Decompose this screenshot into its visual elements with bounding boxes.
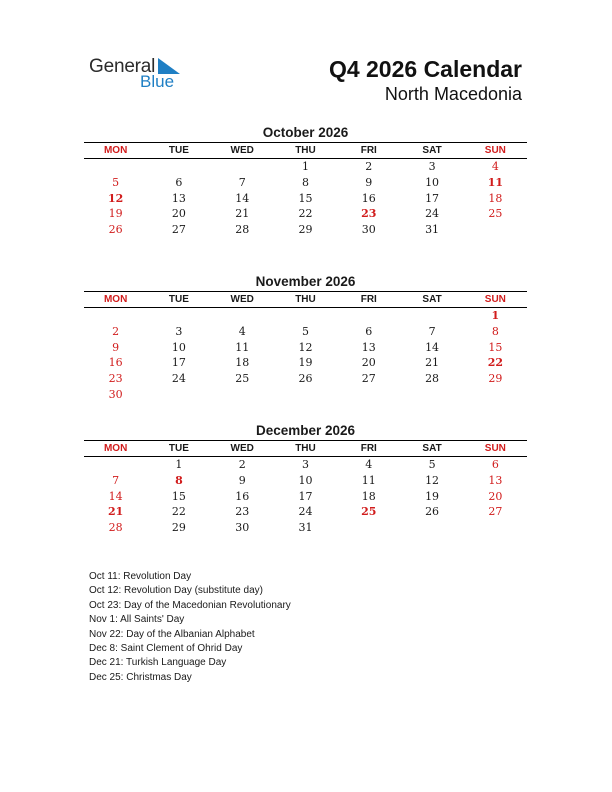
day-cell: 23 — [235, 505, 250, 519]
page-subtitle: North Macedonia — [384, 84, 522, 104]
day-cell: 31 — [298, 521, 313, 535]
month-title: December 2026 — [255, 423, 356, 438]
day-cell: 5 — [112, 175, 120, 189]
day-cell: 24 — [425, 207, 440, 221]
empty-day-cell — [274, 308, 337, 324]
day-cell: 24 — [171, 372, 186, 386]
day-cell: 6 — [175, 175, 183, 189]
day-cell: 6 — [365, 324, 373, 338]
month-november — [84, 273, 527, 403]
day-cell: 5 — [301, 324, 309, 338]
day-cell: 17 — [425, 191, 440, 205]
day-cell: 15 — [298, 191, 313, 205]
holiday-item: Dec 21: Turkish Language Day — [89, 657, 227, 669]
day-cell: 10 — [425, 175, 440, 189]
day-cell: 14 — [108, 489, 123, 503]
weekday-label: WED — [230, 294, 254, 305]
day-cell: 30 — [235, 521, 250, 535]
holiday-item: Nov 22: Day of the Albanian Alphabet — [89, 628, 255, 640]
day-cell: 17 — [171, 356, 186, 370]
weekday-label: FRI — [360, 443, 377, 454]
day-cell: 19 — [108, 207, 123, 221]
empty-day-cell — [84, 159, 147, 175]
day-cell: 29 — [298, 223, 313, 237]
day-cell: 1 — [175, 458, 183, 471]
empty-day-cell — [464, 387, 527, 403]
day-cell: 10 — [171, 340, 186, 354]
day-cell: 15 — [488, 340, 503, 354]
day-cell: 7 — [428, 324, 436, 338]
day-cell: 14 — [425, 340, 440, 354]
weekday-label: MON — [103, 443, 128, 454]
empty-day-cell — [400, 387, 463, 403]
day-cell: 26 — [108, 223, 123, 237]
day-cell: 26 — [298, 372, 313, 386]
page-title: Q4 2026 Calendar — [328, 56, 522, 82]
empty-day-cell — [337, 308, 400, 324]
empty-day-cell — [84, 308, 147, 324]
logo-word-blue: Blue — [140, 72, 175, 91]
day-cell: 27 — [171, 223, 186, 237]
day-cell: 25 — [361, 505, 377, 519]
day-cell: 1 — [301, 160, 309, 173]
empty-day-cell — [464, 520, 527, 536]
day-cell: 24 — [298, 505, 313, 519]
weekday-header — [84, 142, 527, 159]
weekday-label: SUN — [484, 294, 506, 305]
day-cell: 28 — [235, 223, 250, 237]
day-cell: 2 — [112, 324, 120, 338]
day-cell: 27 — [488, 505, 503, 519]
empty-day-cell — [337, 387, 400, 403]
empty-day-cell — [147, 308, 210, 324]
day-cell: 21 — [235, 207, 250, 221]
day-cell: 20 — [361, 356, 376, 370]
day-cell: 9 — [112, 340, 120, 354]
weekday-label: FRI — [360, 145, 377, 156]
weekday-label: THU — [295, 294, 316, 305]
day-cell: 13 — [171, 191, 186, 205]
day-cell: 6 — [491, 458, 499, 471]
day-cell: 17 — [298, 489, 313, 503]
empty-day-cell — [400, 308, 463, 324]
weekday-label: SAT — [422, 443, 442, 454]
day-cell: 23 — [108, 372, 123, 386]
day-cell: 11 — [361, 473, 376, 487]
day-cell: 22 — [298, 207, 313, 221]
empty-day-cell — [274, 387, 337, 403]
day-grid — [84, 457, 527, 536]
day-cell: 18 — [235, 356, 250, 370]
weekday-label: THU — [295, 145, 316, 156]
empty-day-cell — [211, 159, 274, 175]
generalblue-logo — [89, 56, 199, 96]
day-cell: 4 — [365, 458, 373, 471]
day-cell: 7 — [238, 175, 246, 189]
day-cell: 18 — [361, 489, 376, 503]
day-cell: 13 — [361, 340, 376, 354]
holiday-item: Nov 1: All Saints' Day — [89, 614, 185, 626]
weekday-label: TUE — [168, 443, 189, 454]
month-title: October 2026 — [262, 125, 349, 140]
day-cell: 11 — [487, 175, 503, 189]
day-cell: 8 — [175, 473, 183, 487]
holiday-item: Oct 12: Revolution Day (substitute day) — [89, 585, 263, 597]
weekday-label: TUE — [168, 294, 189, 305]
day-grid — [84, 308, 527, 403]
day-cell: 10 — [298, 473, 313, 487]
weekday-label: SUN — [484, 443, 506, 454]
weekday-label: THU — [295, 443, 316, 454]
day-cell: 16 — [235, 489, 250, 503]
day-cell: 19 — [425, 489, 440, 503]
day-cell: 21 — [107, 505, 124, 519]
holiday-item: Oct 23: Day of the Macedonian Revolutionary — [89, 599, 291, 611]
day-cell: 2 — [365, 160, 373, 173]
day-cell: 4 — [238, 324, 246, 338]
day-cell: 22 — [487, 356, 503, 370]
weekday-label: WED — [230, 145, 254, 156]
day-cell: 1 — [491, 309, 500, 322]
holiday-item: Dec 25: Christmas Day — [89, 671, 192, 683]
empty-day-cell — [211, 308, 274, 324]
day-cell: 13 — [488, 473, 503, 487]
day-cell: 8 — [491, 324, 499, 338]
month-december — [84, 422, 527, 536]
day-cell: 25 — [235, 372, 250, 386]
day-cell: 12 — [298, 340, 313, 354]
day-cell: 3 — [428, 160, 436, 173]
empty-day-cell — [84, 457, 147, 473]
weekday-label: MON — [103, 145, 128, 156]
empty-day-cell — [464, 222, 527, 238]
day-cell: 29 — [171, 521, 186, 535]
day-cell: 4 — [491, 160, 499, 173]
day-cell: 15 — [171, 489, 186, 503]
weekday-header — [84, 291, 527, 308]
weekday-label: SAT — [422, 145, 442, 156]
day-cell: 26 — [425, 505, 440, 519]
weekday-label: WED — [230, 443, 254, 454]
logo-word-general: General — [89, 56, 156, 77]
day-cell: 30 — [108, 387, 123, 401]
day-cell: 12 — [425, 473, 440, 487]
day-cell: 31 — [425, 223, 440, 237]
day-cell: 20 — [171, 207, 186, 221]
weekday-label: SAT — [422, 294, 442, 305]
holiday-list — [89, 570, 291, 685]
day-cell: 8 — [301, 175, 309, 189]
day-cell: 22 — [171, 505, 186, 519]
day-cell: 29 — [488, 372, 503, 386]
day-cell: 7 — [112, 473, 120, 487]
empty-day-cell — [337, 520, 400, 536]
day-cell: 9 — [238, 473, 246, 487]
day-cell: 11 — [235, 340, 250, 354]
empty-day-cell — [211, 387, 274, 403]
empty-day-cell — [147, 387, 210, 403]
month-title: November 2026 — [255, 274, 356, 289]
day-cell: 3 — [175, 324, 183, 338]
day-cell: 19 — [298, 356, 313, 370]
day-cell: 14 — [235, 191, 250, 205]
day-cell: 12 — [107, 191, 124, 205]
weekday-header — [84, 440, 527, 457]
day-cell: 20 — [488, 489, 503, 503]
day-cell: 9 — [365, 175, 373, 189]
day-cell: 16 — [108, 356, 123, 370]
day-cell: 16 — [361, 191, 376, 205]
day-cell: 25 — [488, 207, 503, 221]
day-cell: 28 — [108, 521, 123, 535]
day-cell: 27 — [361, 372, 376, 386]
weekday-label: FRI — [360, 294, 377, 305]
empty-day-cell — [147, 159, 210, 175]
day-cell: 23 — [361, 207, 377, 221]
weekday-label: MON — [103, 294, 128, 305]
day-cell: 5 — [428, 458, 436, 471]
day-cell: 28 — [425, 372, 440, 386]
day-cell: 18 — [488, 191, 503, 205]
day-cell: 30 — [361, 223, 376, 237]
weekday-label: SUN — [484, 145, 506, 156]
weekday-label: TUE — [168, 145, 189, 156]
holiday-item: Dec 8: Saint Clement of Ohrid Day — [89, 643, 243, 655]
day-cell: 3 — [301, 458, 309, 471]
holiday-item: Oct 11: Revolution Day — [89, 571, 192, 582]
day-cell: 2 — [238, 458, 246, 471]
month-october — [84, 124, 527, 238]
empty-day-cell — [400, 520, 463, 536]
day-grid — [84, 159, 527, 238]
day-cell: 21 — [425, 356, 440, 370]
